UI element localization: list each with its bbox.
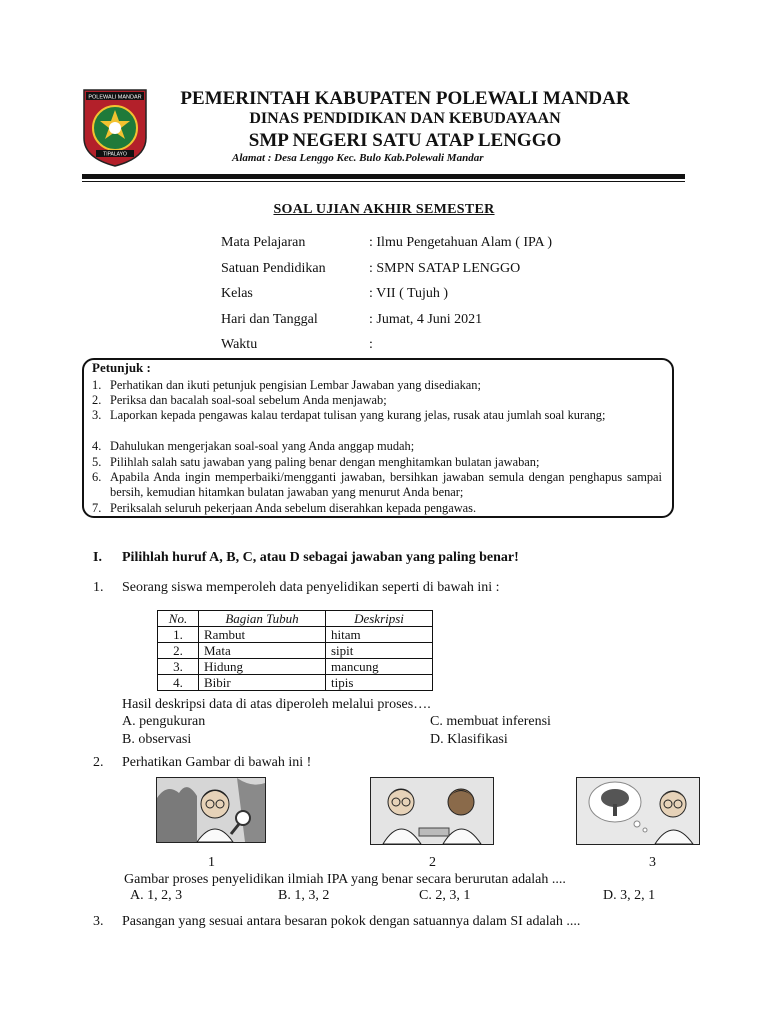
regency-logo [82,88,148,168]
table-cell: 1. [158,627,199,643]
answer-option-c: C. membuat inferensi [430,714,551,729]
instruction-text: Laporkan kepada pengawas kalau terdapat tulisan yang kurang jelas, rusak atau jumlah soal kurang; [110,408,606,422]
answer-option-d: D. 3, 2, 1 [603,888,656,903]
table-cell: Bibir [199,675,326,691]
table-row [158,659,433,675]
header-government: PEMERINTAH KABUPATEN POLEWALI MANDAR [180,88,630,109]
question-text: Seorang siswa memperoleh data penyelidikan seperti di bawah ini : [122,580,500,595]
exam-title: SOAL UJIAN AKHIR SEMESTER [273,202,495,217]
table-cell: hitam [326,627,433,643]
table-row [158,627,433,643]
info-value: : Jumat, 4 Juni 2021 [369,312,483,327]
table-header-row [158,611,433,627]
table-header: No. [158,611,199,627]
info-label: Waktu [221,337,258,352]
info-label: Mata Pelajaran [221,235,306,250]
illustration-label: 2 [429,855,436,870]
instruction-number: 3. [92,408,102,422]
info-value: : SMPN SATAP LENGGO [369,261,521,276]
question-number: 2. [93,755,104,770]
question-stem: Gambar proses penyelidikan ilmiah IPA yang benar secara berurutan adalah .... [124,872,566,887]
svg-text:POLEWALI MANDAR: POLEWALI MANDAR [88,94,142,101]
answer-option-a: A. 1, 2, 3 [130,888,183,903]
table-cell: 2. [158,643,199,659]
question-text: Pasangan yang sesuai antara besaran pokok dengan satuannya dalam SI adalah .... [122,914,581,929]
instruction-text: Periksalah seluruh pekerjaan Anda sebelum diserahkan kepada pengawas. [110,501,477,515]
svg-text:TIPALAYO: TIPALAYO [103,151,127,158]
table-cell: sipit [326,643,433,659]
instruction-text: Apabila Anda ingin memperbaiki/mengganti jawaban, bersihkan jawaban semula dengan penghapus sampai bersih, kemudian hitamkan bulatan jawaban yang menurut Anda benar; [110,470,662,499]
answer-option-b: B. observasi [122,732,192,747]
illustration-3 [576,777,700,845]
table-cell: Mata [199,643,326,659]
instruction-text: Pilihlah salah satu jawaban yang paling benar dengan menghitamkan bulatan jawaban; [110,455,540,469]
table-cell: 4. [158,675,199,691]
section-number: I. [93,550,102,565]
info-value: : VII ( Tujuh ) [369,286,449,301]
table-cell: tipis [326,675,433,691]
table-row [158,643,433,659]
instruction-number: 4. [92,439,102,453]
instruction-text: Perhatikan dan ikuti petunjuk pengisian Lembar Jawaban yang disediakan; [110,378,481,392]
illustration-1 [156,777,266,843]
answer-option-a: A. pengukuran [122,714,206,729]
info-label: Kelas [221,286,253,301]
section-instruction: Pilihlah huruf A, B, C, atau D sebagai jawaban yang paling benar! [122,550,519,565]
table-cell: Hidung [199,659,326,675]
table-header: Deskripsi [326,611,433,627]
instruction-text: Dahulukan mengerjakan soal-soal yang Anda anggap mudah; [110,439,415,453]
info-value: : [369,337,373,352]
table-cell: 3. [158,659,199,675]
header-rule-thin [82,181,685,182]
instruction-number: 6. [92,470,102,484]
info-label: Hari dan Tanggal [221,312,318,327]
observation-table [157,610,433,691]
header-rule [82,174,685,179]
info-value: : Ilmu Pengetahuan Alam ( IPA ) [369,235,553,250]
info-label: Satuan Pendidikan [221,261,326,276]
instruction-text: Periksa dan bacalah soal-soal sebelum Anda menjawab; [110,393,387,407]
table-row [158,675,433,691]
instructions-title: Petunjuk : [92,360,151,375]
illustration-2 [370,777,494,845]
question-number: 3. [93,914,104,929]
illustration-label: 3 [649,855,656,870]
instruction-number: 7. [92,501,102,515]
instruction-number: 5. [92,455,102,469]
question-number: 1. [93,580,104,595]
answer-option-c: C. 2, 3, 1 [419,888,471,903]
table-cell: Rambut [199,627,326,643]
instruction-number: 2. [92,393,102,407]
table-cell: mancung [326,659,433,675]
header-address: Alamat : Desa Lenggo Kec. Bulo Kab.Polewali Mandar [232,152,484,164]
question-text: Perhatikan Gambar di bawah ini ! [122,755,312,770]
answer-option-b: B. 1, 3, 2 [278,888,330,903]
illustration-label: 1 [208,855,215,870]
header-school: SMP NEGERI SATU ATAP LENGGO [248,130,562,151]
instruction-number: 1. [92,378,102,392]
table-header: Bagian Tubuh [199,611,326,627]
question-stem: Hasil deskripsi data di atas diperoleh melalui proses…. [122,697,431,712]
header-department: DINAS PENDIDIKAN DAN KEBUDAYAAN [249,110,561,127]
answer-option-d: D. Klasifikasi [430,732,508,747]
